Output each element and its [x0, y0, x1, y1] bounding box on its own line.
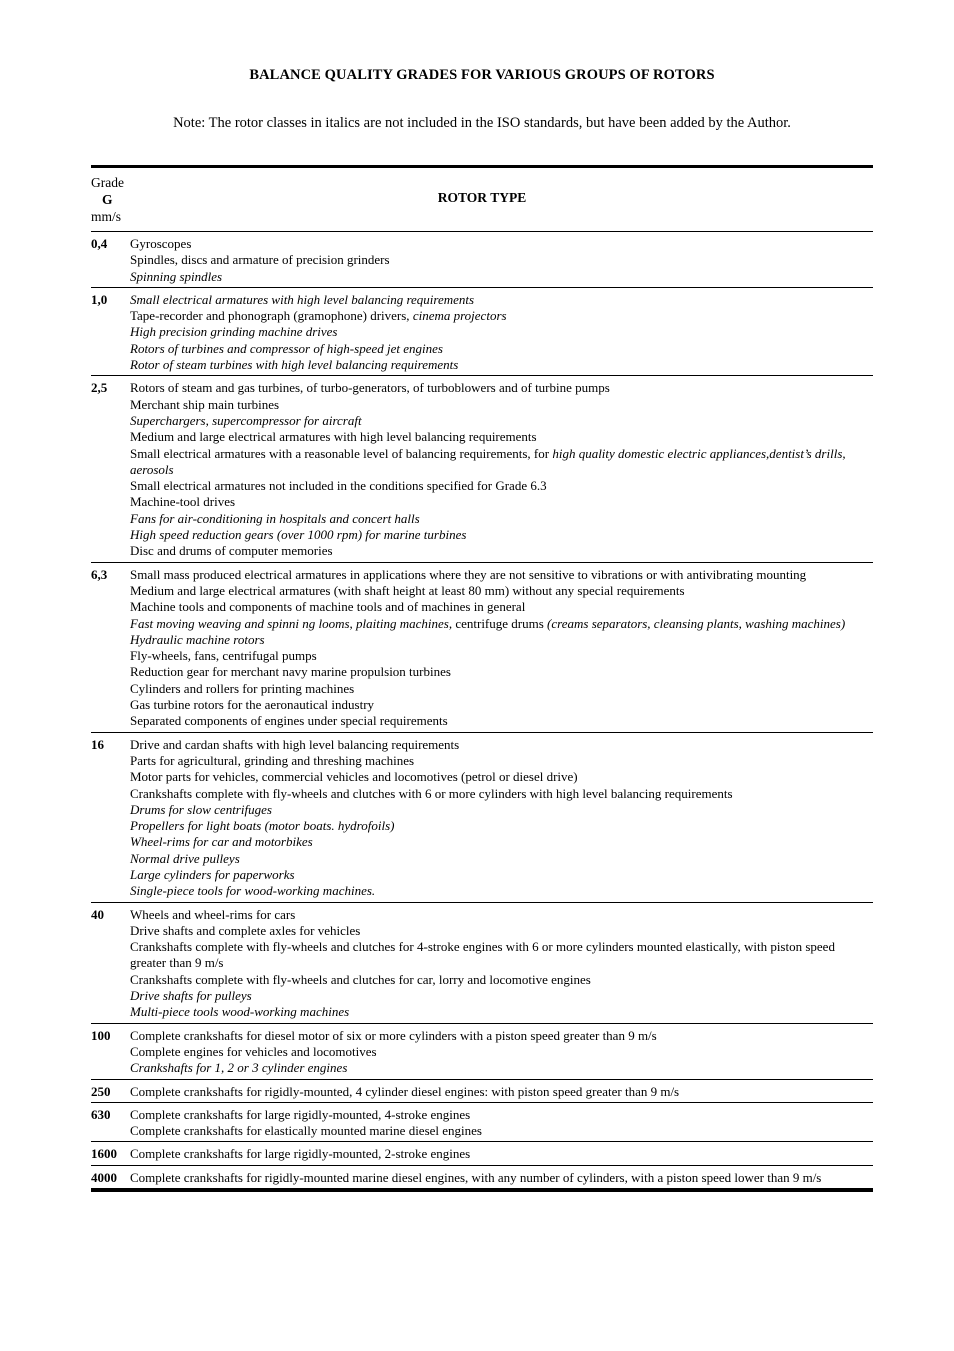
- rotor-type-text-italic: Fans for air-conditioning in hospitals and concert halls: [130, 510, 420, 526]
- rotor-type-item: [130, 907, 873, 923]
- rotor-type-text-italic: Hydraulic machine rotors: [130, 631, 265, 647]
- rotor-type-text-italic: cinema projectors: [412, 308, 507, 324]
- rotor-type-item: [130, 599, 873, 615]
- rotor-type-item: [130, 802, 873, 818]
- grade-value: 100: [91, 1027, 111, 1043]
- rotor-type-item: [130, 1084, 873, 1100]
- rotor-type-item: [130, 269, 873, 285]
- rotor-type-text: Machine-tool drives: [130, 494, 236, 510]
- table-row: [91, 376, 873, 562]
- rotor-type-list: [130, 1146, 873, 1162]
- rotor-type-text: Complete crankshafts for elastically mounted marine diesel engines: [130, 1123, 482, 1139]
- rotor-type-item: [130, 1123, 873, 1139]
- rotor-type-text: Gas turbine rotors for the aeronautical industry: [130, 697, 375, 713]
- rotor-type-item: [130, 632, 873, 648]
- rotor-type-item: [130, 988, 873, 1004]
- table-header: [91, 168, 873, 232]
- grade-value: 0,4: [91, 236, 108, 251]
- rotor-type-item: [130, 543, 873, 559]
- table-body: [91, 232, 873, 1188]
- rotor-type-text: Machine tools and components of machine tools and of machines in general: [130, 599, 526, 615]
- rotor-type-item: [130, 851, 873, 867]
- rotor-type-item: [130, 413, 873, 429]
- table-row: [91, 1166, 873, 1188]
- grade-value: 4000: [91, 1169, 117, 1185]
- rotor-type-item: [130, 527, 873, 543]
- grade-value: 250: [91, 1083, 111, 1099]
- rotor-type-text-italic: Crankshafts for 1, 2 or 3 cylinder engines: [130, 1060, 348, 1076]
- rotor-type-item: [130, 972, 873, 988]
- grade-value: 2,5: [91, 380, 108, 396]
- rotor-type-text: Gyroscopes: [130, 236, 192, 251]
- rotor-type-item: [130, 923, 873, 939]
- rotor-type-text: Separated components of engines under special requirements: [130, 713, 448, 729]
- rotor-type-item: [130, 567, 873, 583]
- table-row: [91, 288, 873, 376]
- rotor-type-list: [130, 1028, 873, 1077]
- table-row: [91, 1103, 873, 1143]
- rotor-type-item: [130, 753, 873, 769]
- table-row: [91, 232, 873, 288]
- rotor-type-list: [130, 380, 873, 559]
- rotor-type-text: Complete engines for vehicles and locomotives: [130, 1043, 377, 1059]
- rotor-type-text: Parts for agricultural, grinding and threshing machines: [130, 752, 415, 768]
- rotor-type-text: Drive and cardan shafts with high level balancing requirements: [130, 736, 460, 752]
- rotor-type-text-italic: Rotors of turbines and compressor of high-speed jet engines: [130, 340, 443, 356]
- rotor-type-list: [130, 567, 873, 730]
- page-note: Note: The rotor classes in italics are not included in the ISO standards, but have been added by the Author.: [173, 115, 791, 131]
- grade-value: 16: [91, 736, 104, 752]
- rotor-type-text: Disc and drums of computer memories: [130, 543, 333, 559]
- rotor-type-item: [130, 252, 873, 268]
- rotor-type-text: Small electrical armatures with a reasonable level of balancing requirements, for: [130, 445, 553, 461]
- rotor-type-text: Drive shafts and complete axles for vehicles: [130, 922, 361, 938]
- rotor-type-text: Small mass produced electrical armatures in applications where they are not sensitive to vibrations or with antivibrating mounting: [130, 566, 807, 582]
- rotor-type-text: Small electrical armatures not included in the conditions specified for Grade 6.3: [130, 478, 547, 494]
- grade-header-symbol: G: [102, 192, 113, 207]
- rotor-type-list: [130, 1107, 873, 1140]
- rotor-type-text: Fly-wheels, fans, centrifugal pumps: [130, 648, 317, 664]
- rotor-type-item: [130, 1146, 873, 1162]
- rotor-type-item: [130, 834, 873, 850]
- rotor-type-item: [130, 341, 873, 357]
- rotor-type-text: Complete crankshafts for diesel motor of six or more cylinders with a piston speed greater than 9 m/s: [130, 1027, 657, 1043]
- rotor-type-text-italic: High speed reduction gears (over 1000 rpm) for marine turbines: [130, 527, 467, 543]
- rotor-type-text-italic: Single-piece tools for wood-working machines.: [130, 883, 376, 899]
- rotor-type-item: [130, 308, 873, 324]
- rotor-type-item: [130, 446, 873, 479]
- rotor-type-item: [130, 324, 873, 340]
- rotor-type-text: Crankshafts complete with fly-wheels and clutches for 4-stroke engines with 6 or more cylinders mounted elastically, with piston speed greater than 9 m/s: [130, 939, 835, 971]
- grade-value: 630: [91, 1106, 111, 1122]
- rotor-type-item: [130, 380, 873, 396]
- rotor-type-text: Merchant ship main turbines: [130, 396, 280, 412]
- rotor-type-text-italic: Superchargers, supercompressor for aircraft: [130, 412, 362, 428]
- rotor-type-item: [130, 1107, 873, 1123]
- rotor-type-item: [130, 681, 873, 697]
- table-row: [91, 1142, 873, 1165]
- table-row: [91, 1024, 873, 1080]
- grade-value: 1600: [91, 1146, 117, 1162]
- rotor-type-text: Reduction gear for merchant navy marine propulsion turbines: [130, 664, 451, 680]
- rotor-type-text-italic: high quality domestic electric appliances,dentist’s drills, aerosols: [130, 445, 846, 477]
- rotor-type-item: [130, 1170, 873, 1186]
- grade-value: 1,0: [91, 291, 108, 307]
- rotor-type-item: [130, 648, 873, 664]
- rotor-type-text: Rotors of steam and gas turbines, of turbo-generators, of turboblowers and of turbine pumps: [130, 380, 610, 396]
- table-row: [91, 903, 873, 1024]
- rotor-type-text: Wheels and wheel-rims for cars: [130, 906, 296, 922]
- rotor-type-item: [130, 429, 873, 445]
- grades-table: [91, 165, 873, 1192]
- rotor-type-list: [130, 236, 873, 285]
- rotor-type-text: Complete crankshafts for large rigidly-mounted, 2-stroke engines: [130, 1146, 471, 1162]
- rotor-type-item: [130, 1044, 873, 1060]
- rotor-type-text-italic: Drive shafts for pulleys: [130, 988, 252, 1004]
- page-title: BALANCE QUALITY GRADES FOR VARIOUS GROUPS OF ROTORS: [249, 67, 715, 83]
- rotor-type-column-header: ROTOR TYPE: [437, 190, 527, 205]
- rotor-type-item: [130, 1060, 873, 1076]
- rotor-type-text: Spindles, discs and armature of precision grinders: [130, 252, 390, 268]
- rotor-type-text: centrifuge drums: [455, 615, 548, 631]
- rotor-type-text-italic: Rotor of steam turbines with high level balancing requirements: [130, 357, 459, 373]
- rotor-type-text-italic: Spinning spindles: [130, 268, 223, 284]
- rotor-type-text-italic: High precision grinding machine drives: [130, 324, 338, 340]
- grade-column-header: [91, 168, 131, 231]
- rotor-type-list: [130, 292, 873, 373]
- rotor-type-item: [130, 583, 873, 599]
- rotor-type-item: [130, 1004, 873, 1020]
- rotor-type-item: [130, 511, 873, 527]
- rotor-type-item: [130, 236, 873, 252]
- rotor-type-item: [130, 664, 873, 680]
- rotor-type-text-italic: Propellers for light boats (motor boats. hydrofoils): [130, 818, 395, 834]
- rotor-type-text: Medium and large electrical armatures (with shaft height at least 80 mm) without any special requirements: [130, 582, 685, 598]
- rotor-type-item: [130, 357, 873, 373]
- grade-value: 40: [91, 906, 104, 922]
- grade-header-unit: mm/s: [91, 209, 122, 224]
- rotor-type-text: Crankshafts complete with fly-wheels and clutches with 6 or more cylinders with high level balancing requirements: [130, 785, 733, 801]
- rotor-type-item: [130, 867, 873, 883]
- rotor-type-item: [130, 713, 873, 729]
- rotor-type-item: [130, 939, 873, 972]
- rotor-type-text-italic: Wheel-rims for car and motorbikes: [130, 834, 313, 850]
- rotor-type-text-italic: (creams separators, cleansing plants, washing machines): [547, 615, 846, 631]
- rotor-type-list: [130, 907, 873, 1021]
- rotor-type-text: Crankshafts complete with fly-wheels and clutches for car, lorry and locomotive engines: [130, 971, 591, 987]
- rotor-type-text: Cylinders and rollers for printing machines: [130, 680, 355, 696]
- rotor-type-list: [130, 737, 873, 900]
- rotor-type-item: [130, 494, 873, 510]
- rotor-type-text: Medium and large electrical armatures with high level balancing requirements: [130, 429, 537, 445]
- rotor-type-text-italic: Fast moving weaving and spinni ng looms, plaiting machines,: [130, 615, 456, 631]
- rotor-type-item: [130, 786, 873, 802]
- rotor-type-item: [130, 616, 873, 632]
- rotor-type-text: Complete crankshafts for rigidly-mounted, 4 cylinder diesel engines: with piston speed greater than 9 m/s: [130, 1083, 680, 1099]
- rotor-type-text-italic: Drums for slow centrifuges: [130, 801, 272, 817]
- rotor-type-text: Tape-recorder and phonograph (gramophone) drivers,: [130, 308, 413, 324]
- rotor-type-item: [130, 769, 873, 785]
- table-row: [91, 1080, 873, 1103]
- grade-header-label: Grade: [91, 175, 124, 190]
- rotor-type-item: [130, 292, 873, 308]
- table-row: [91, 733, 873, 903]
- rotor-type-text: Complete crankshafts for large rigidly-mounted, 4-stroke engines: [130, 1106, 471, 1122]
- rotor-type-list: [130, 1084, 873, 1100]
- rotor-type-item: [130, 1028, 873, 1044]
- rotor-type-item: [130, 818, 873, 834]
- rotor-type-item: [130, 478, 873, 494]
- rotor-type-list: [130, 1170, 873, 1186]
- rotor-type-item: [130, 397, 873, 413]
- rotor-type-text: Complete crankshafts for rigidly-mounted marine diesel engines, with any number of cylinders, with a piston speed lower than 9 m/s: [130, 1169, 822, 1185]
- rotor-type-item: [130, 883, 873, 899]
- table-row: [91, 563, 873, 733]
- grade-value: 6,3: [91, 566, 108, 582]
- rotor-type-text-italic: Normal drive pulleys: [130, 850, 240, 866]
- rotor-type-text: Motor parts for vehicles, commercial vehicles and locomotives (petrol or diesel drive): [130, 769, 578, 785]
- rotor-type-item: [130, 697, 873, 713]
- rotor-type-text-italic: Small electrical armatures with high level balancing requirements: [130, 291, 475, 307]
- rotor-type-text-italic: Multi-piece tools wood-working machines: [130, 1004, 350, 1020]
- rotor-type-text-italic: Large cylinders for paperworks: [130, 866, 295, 882]
- rotor-type-item: [130, 737, 873, 753]
